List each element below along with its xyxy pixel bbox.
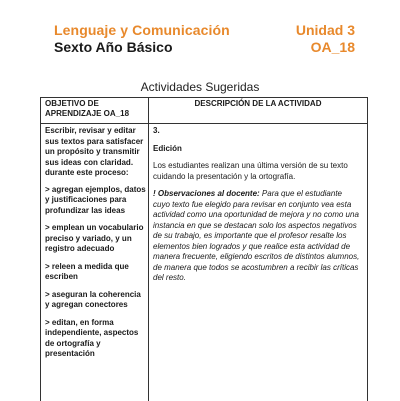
objective-intro: Escribir, revisar y editar sus textos para satisfacer un propósito y transmitir sus ideas con claridad. durante este proceso:	[45, 126, 144, 177]
subject-title: Lenguaje y Comunicación	[54, 22, 230, 38]
activity-table	[40, 97, 368, 401]
objective-item: > releen a medida que escriben	[45, 261, 129, 281]
section-title: Actividades Sugeridas	[140, 80, 260, 94]
grade-title: Sexto Año Básico	[54, 39, 173, 55]
column-divider	[148, 98, 149, 401]
objective-column-header: OBJETIVO DE APRENDIZAJE OA_18	[45, 99, 130, 118]
teacher-observation	[153, 189, 361, 284]
activity-title: Edición	[153, 143, 182, 153]
description-cell	[153, 126, 361, 284]
objective-item: > agregan ejemplos, datos y justificaciones para profundizar las ideas	[45, 184, 146, 215]
table-header-row	[41, 98, 367, 124]
activity-description: Los estudiantes realizan una última versión de su texto cuidando la presentación y la ortografía.	[153, 161, 348, 181]
unit-label: Unidad 3	[295, 22, 355, 38]
objective-cell	[45, 126, 146, 367]
observation-label: ! Observaciones al docente:	[153, 189, 260, 198]
objective-item: > aseguran la coherencia y agregan conectores	[45, 289, 141, 309]
objective-item: > editan, en forma independiente, aspectos de ortografía y presentación	[45, 317, 139, 358]
oa-label: OA_18	[310, 39, 355, 55]
objective-item: > emplean un vocabulario preciso y variado, y un registro adecuado	[45, 223, 144, 253]
activity-number: 3.	[153, 126, 160, 135]
description-column-header: DESCRIPCIÓN DE LA ACTIVIDAD	[194, 99, 322, 108]
observation-text: Para que el estudiante cuyo texto fue elegido para revisar en conjunto vea esta actividad como una oportunidad de mejora y no como una instancia en que se destacan solo los aspectos negativos de su trabajo, es importante que el profesor resalte los elementos bien logrados y que realice esta actividad de manera frecuente, eligiendo escritos de distintos alumnos, de manera que todos se acostumbren a recibir las críticas del resto.	[153, 189, 360, 282]
